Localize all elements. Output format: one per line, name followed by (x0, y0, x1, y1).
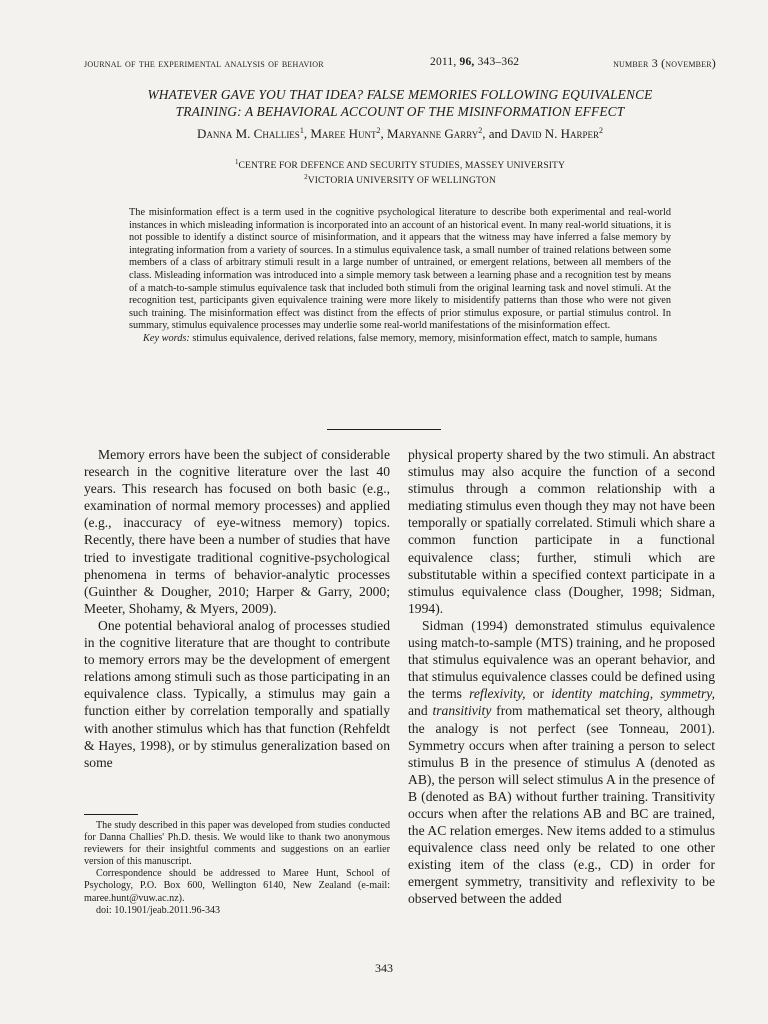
author-affil-mark: 2 (376, 126, 381, 135)
term-transitivity: transitivity (432, 703, 492, 719)
body-paragraph: physical property shared by the two stimuli. An abstract stimulus may also acquire the function of a second stimulus through a common relationship with a mediating stimulus even though they may not have been temporally or spatially correlated. Stimuli which share a common function participate in a functional equivalence class; further, stimuli which are substitutable within a specified context participate in a stimulus equivalence class (Dougher, 1998; Sidman, 1994). (408, 447, 715, 616)
footnote-doi: doi: 10.1901/jeab.2011.96-343 (96, 904, 221, 916)
affiliation-text: CENTRE FOR DEFENCE AND SECURITY STUDIES, MASSEY UNIVERSITY (238, 160, 566, 171)
author-affil-mark: 2 (478, 126, 483, 135)
affiliation-mark: 1 (234, 158, 239, 166)
term-reflexivity: reflexivity, (469, 686, 526, 702)
affiliation (84, 157, 716, 172)
body-paragraph (408, 617, 715, 908)
abstract (129, 207, 671, 346)
title-line-1: WHATEVER GAVE YOU THAT IDEA? FALSE MEMORIES FOLLOWING EQUIVALENCE (147, 87, 653, 102)
affiliation (84, 172, 716, 187)
author-separator: , (303, 126, 311, 141)
issue-number: number 3 (november) (613, 56, 716, 70)
running-head (84, 56, 716, 70)
author-affil-mark: 2 (599, 126, 604, 135)
body-text: Sidman (1994) demonstrated stimulus equivalence using match-to-sample (MTS) training, and he proposed that stimulus equivalence was an operant behavior, and that stimulus equivalence classes could be defined using the terms (408, 617, 715, 702)
article-title (84, 86, 716, 120)
footnote-divider (84, 814, 138, 815)
author-separator: , and (482, 126, 511, 141)
author-name: David N. Harper (510, 126, 600, 141)
abstract-text: The misinformation effect is a term used in the cognitive psychological literature to describe both experimental and real-world instances in which misleading information is incorporated into an account of an historical event. In many real-world situations, it is not possible to identify a distinct source of misinformation, and it appears that the witness may have inferred a false memory by integrating information from a variety of sources. In a stimulus equivalence task, a small number of trained relations between some members of a class of arbitrary stimuli result in a large number of untrained, or emergent relations, between all members of the class. Misleading information was introduced into a simple memory task between a learning phase and a recognition test by means of a match-to-sample stimulus equivalence task that included both stimuli from the original learning task and novel stimuli. At the recognition test, participants given equivalence training were more likely to misidentify patterns than those who were not given such training. The misinformation effect was distinct from the effects of prior stimulus exposure, or partial stimulus control. In summary, stimulus equivalence processes may underlie some real-world manifestations of the misinformation effect. (129, 207, 671, 332)
keywords (129, 333, 671, 346)
footnote-acknowledgement: The study described in this paper was developed from studies conducted for Danna Challies' Ph.D. thesis. We would like to thank two anonymous reviewers for their insightful comments and suggestions on an earlier version of this manuscript. (84, 820, 390, 868)
footnote-correspondence: Correspondence should be addressed to Maree Hunt, School of Psychology, P.O. Box 600, Wellington 6140, New Zealand (e-mail: maree.hunt@vuw.ac.nz). (84, 868, 390, 904)
affiliations (84, 157, 716, 186)
body-column-left (84, 446, 390, 771)
page-number: 343 (375, 961, 393, 975)
section-divider (327, 429, 441, 430)
footnotes (84, 820, 390, 917)
author-affil-mark: 1 (299, 126, 304, 135)
citation-year: 2011, (430, 56, 457, 68)
journal-name: journal of the experimental analysis of behavior (84, 56, 324, 70)
body-text: or (532, 686, 545, 702)
author-separator: , (380, 126, 388, 141)
citation-volume: 96, (459, 56, 475, 68)
citation (430, 56, 519, 68)
body-paragraph: One potential behavioral analog of processes studied in the cognitive literature that are thought to contribute to memory errors may be the development of emergent relations among stimuli such as those participating in an equivalence class. Typically, a stimulus may gain a function either by correlation temporally and spatially with another stimulus which has that function (Rehfeldt & Hayes, 1998), or by stimulus generalization based on some (84, 617, 390, 770)
body-text: and (408, 703, 428, 719)
body-text: from mathematical set theory, although the analogy is not perfect (see Tonneau, 2001). Symmetry occurs when after training a person to select stimulus B in the presence of stimulus A (denoted as AB), the person will select stimulus A in the presence of B (denoted as BA) without further training. Transitivity occurs when after the relations AB and BC are trained, the AC relation emerges. New items added to a stimulus equivalence class need only be related to one other existing item of the class (e.g., CD) in order for emergent symmetry, transitivity and reflexivity to be observed between the added (408, 703, 715, 907)
keywords-label: Key words: (143, 332, 190, 344)
body-column-right (408, 446, 715, 908)
affiliation-text: VICTORIA UNIVERSITY OF WELLINGTON (307, 174, 496, 186)
author-name: Danna M. Challies (196, 126, 300, 141)
author-name: Maryanne Garry (387, 126, 479, 141)
keywords-list: stimulus equivalence, derived relations, false memory, memory, misinformation effect, match to sample, humans (192, 332, 657, 344)
affiliation-mark: 2 (304, 172, 308, 181)
citation-pages: 343–362 (477, 56, 520, 68)
term-identity-symmetry: identity matching, symmetry, (551, 686, 715, 702)
author-name: Maree Hunt (310, 126, 377, 141)
body-paragraph: Memory errors have been the subject of considerable research in the cognitive literature over the last 40 years. This research has focused on both basic (e.g., examination of normal memory processes) and applied (e.g., inaccuracy of eye-witness memory) topics. Recently, there have been a number of studies that have tried to investigate traditional cognitive-psychological phenomena in terms of behavior-analytic processes (Guinther & Dougher, 2010; Harper & Garry, 2000; Meeter, Shohamy, & Myers, 2009). (84, 447, 390, 616)
title-line-2: TRAINING: A BEHAVIORAL ACCOUNT OF THE MISINFORMATION EFFECT (175, 104, 625, 119)
author-list (84, 126, 716, 142)
